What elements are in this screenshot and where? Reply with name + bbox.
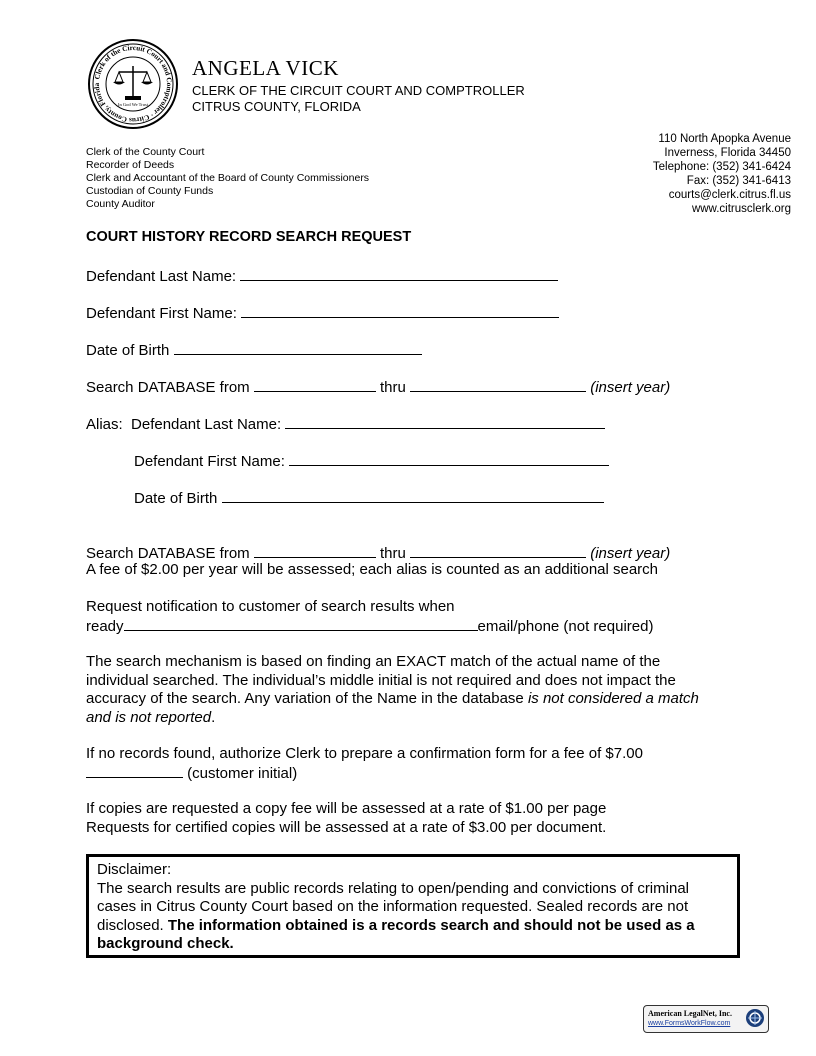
- role-item: Custodian of County Funds: [86, 185, 214, 197]
- clerk-name: ANGELA VICK: [192, 56, 339, 80]
- email-link[interactable]: courts@clerk.citrus.fl.us: [668, 189, 791, 201]
- search-thru-year-field[interactable]: [410, 377, 586, 392]
- role-item: Clerk and Accountant of the Board of County Commissioners: [86, 172, 370, 184]
- search-from-label: Search DATABASE from: [86, 379, 250, 396]
- fax: Fax: (352) 341-6413: [686, 175, 791, 187]
- disclaimer-body: The search results are public records relating to open/pending and convictions of criminal cases in Citrus County Court based on the information requested. Sealed records are not disclosed.: [97, 879, 689, 934]
- company-name: American LegalNet, Inc.: [648, 1009, 732, 1018]
- fee-note: A fee of $2.00 per year will be assessed; each alias is counted as an additional search: [86, 561, 659, 578]
- insert-year-hint: (insert year): [590, 545, 671, 562]
- defendant-first-name-label: Defendant First Name:: [86, 305, 237, 322]
- globe-icon: [745, 1008, 765, 1028]
- defendant-last-name-label: Defendant Last Name:: [86, 268, 237, 285]
- role-item: County Auditor: [86, 198, 155, 210]
- mechanism-text: The search mechanism is based on finding an EXACT match of the actual name of the individual searched. The individual’s middle initial is not required and does not impact the accuracy of the search. Any variation of the Name in the database: [86, 653, 676, 707]
- contact-address: [653, 132, 791, 216]
- alias-last-name-field[interactable]: [285, 414, 605, 429]
- mechanism-italic: is not considered a match and is not reported: [86, 690, 699, 726]
- certified-copies-fee-text: Requests for certified copies will be assessed at a rate of $3.00 per document.: [86, 819, 607, 836]
- formsworkflow-logo[interactable]: [643, 1005, 769, 1033]
- role-item: Recorder of Deeds: [86, 159, 175, 171]
- disclaimer-title: Disclaimer:: [97, 861, 172, 878]
- copies-fee-text: If copies are requested a copy fee will be assessed at a rate of $1.00 per page: [86, 800, 607, 817]
- dob-label: Date of Birth: [86, 342, 170, 359]
- svg-text:In God We Trust: In God We Trust: [118, 102, 148, 107]
- thru-label: thru: [380, 545, 406, 562]
- telephone: Telephone: (352) 341-6424: [652, 161, 791, 173]
- customer-initial-label: (customer initial): [187, 765, 298, 782]
- insert-year-hint: (insert year): [590, 379, 671, 396]
- disclaimer-box: [86, 854, 740, 958]
- dob-field[interactable]: [174, 340, 422, 355]
- defendant-first-name-row: [86, 303, 559, 322]
- alias-search-range-row: [86, 543, 670, 562]
- dob-row: [86, 340, 422, 359]
- disclaimer-bold: The information obtained is a records search and should not be used as a background check.: [97, 916, 695, 952]
- alias-dob-field[interactable]: [222, 488, 604, 503]
- county-name: CITRUS COUNTY, FLORIDA: [192, 99, 361, 114]
- county-clerk-seal: [87, 38, 179, 130]
- alias-dob-row: [134, 488, 604, 507]
- thru-label: thru: [380, 379, 406, 396]
- svg-text:Clerk of the Circuit Court and: Clerk of the Circuit Court and Comptroller · Citrus County, Florida: [92, 43, 174, 125]
- defendant-last-name-field[interactable]: [240, 266, 558, 281]
- alias-last-name-row: [86, 414, 605, 433]
- alias-search-from-year-field[interactable]: [254, 543, 376, 558]
- defendant-first-name-field[interactable]: [241, 303, 559, 318]
- notify-contact-field[interactable]: [124, 616, 478, 631]
- search-from-label: Search DATABASE from: [86, 545, 250, 562]
- role-item: Clerk of the County Court: [86, 146, 205, 158]
- search-range-row: [86, 377, 670, 396]
- notify-row: [86, 616, 653, 635]
- notify-line1: Request notification to customer of search results when: [86, 598, 455, 615]
- city-state-zip: Inverness, Florida 34450: [664, 147, 791, 159]
- alias-dob-label: Date of Birth: [134, 490, 218, 507]
- customer-initial-row: [86, 763, 297, 782]
- street-address: 110 North Apopka Avenue: [658, 133, 791, 145]
- company-url[interactable]: www.FormsWorkFlow.com: [648, 1020, 731, 1027]
- notify-ready-label: ready: [86, 618, 124, 635]
- alias-label: Alias:: [86, 416, 123, 433]
- mechanism-end: .: [211, 708, 216, 726]
- alias-search-thru-year-field[interactable]: [410, 543, 586, 558]
- alias-first-name-row: [134, 451, 609, 470]
- search-mechanism-paragraph: [86, 653, 726, 727]
- alias-first-name-field[interactable]: [289, 451, 609, 466]
- clerk-title: CLERK OF THE CIRCUIT COURT AND COMPTROLLER: [192, 83, 525, 98]
- alias-first-name-label: Defendant First Name:: [134, 453, 285, 470]
- notify-suffix: email/phone (not required): [477, 618, 654, 635]
- defendant-last-name-row: [86, 266, 558, 285]
- search-from-year-field[interactable]: [254, 377, 376, 392]
- alias-last-name-label: Defendant Last Name:: [131, 416, 282, 433]
- website-link[interactable]: www.citrusclerk.org: [691, 203, 791, 215]
- form-heading: COURT HISTORY RECORD SEARCH REQUEST: [86, 229, 412, 245]
- customer-initial-field[interactable]: [86, 763, 183, 778]
- no-records-text: If no records found, authorize Clerk to prepare a confirmation form for a fee of $7.00: [86, 745, 643, 762]
- clerk-roles: [86, 146, 369, 211]
